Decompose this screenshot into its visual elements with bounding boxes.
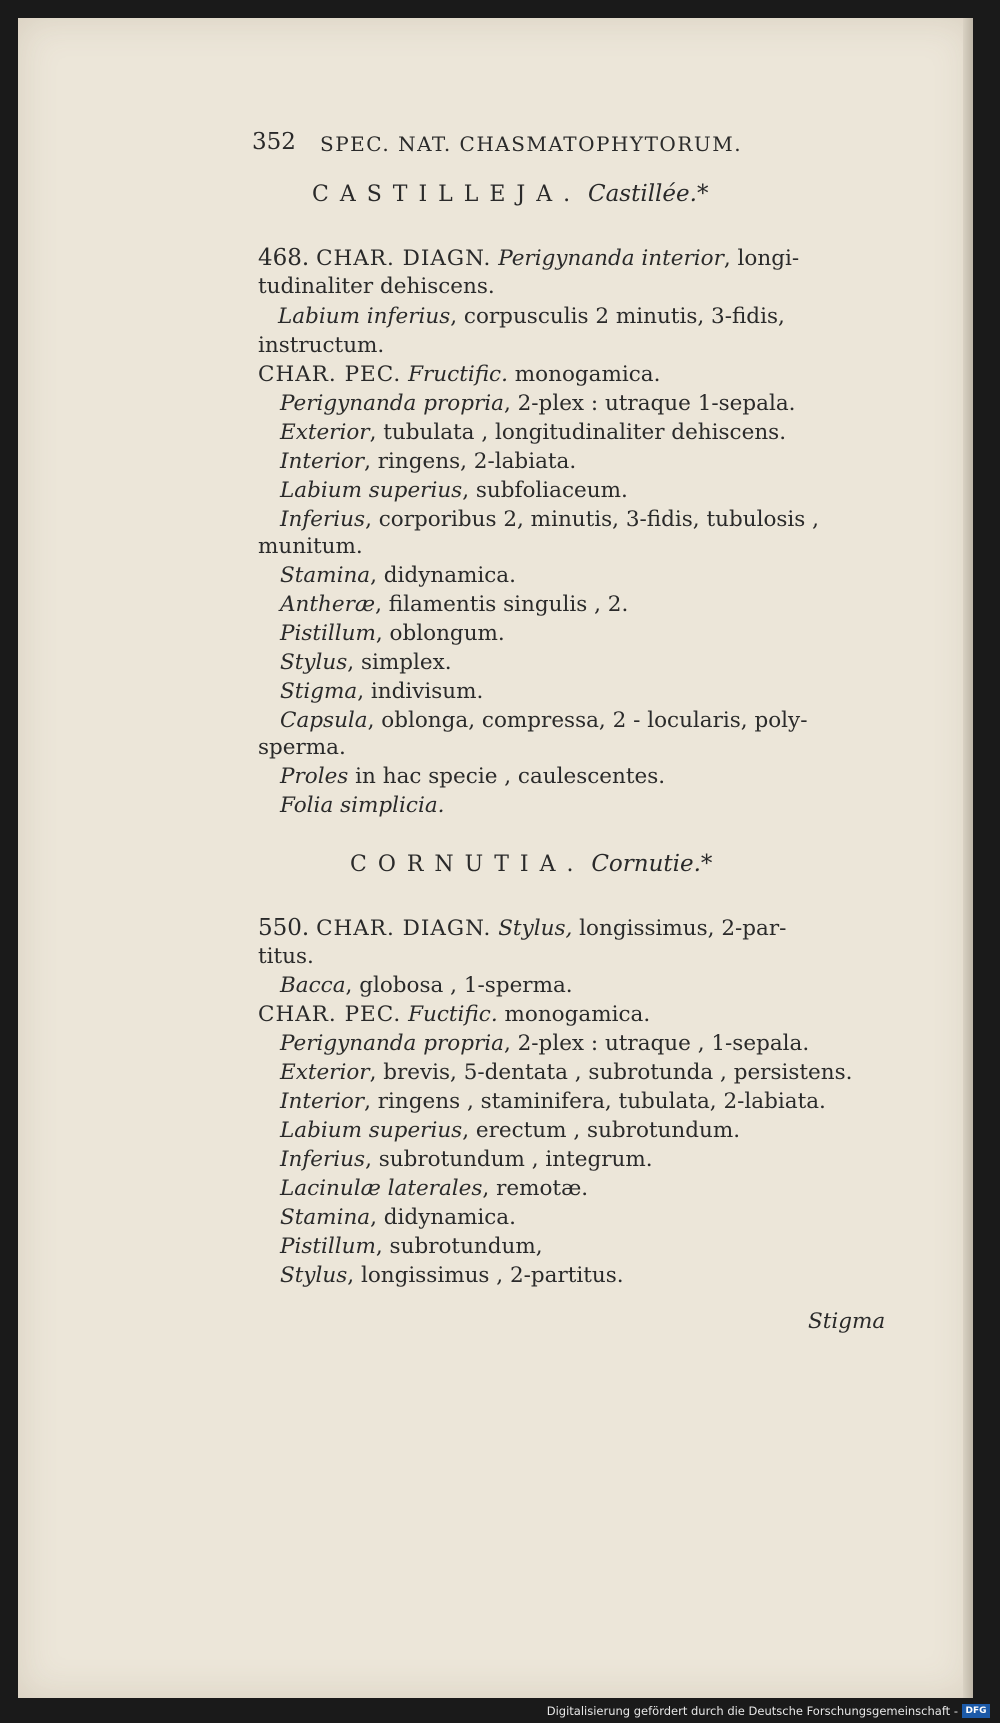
dfg-logo: DFG [962,1704,990,1718]
cornutia-row: Interior, ringens , staminifera, tubulata, 2-labiata. [280,1089,826,1114]
castilleja-row: Labium superius, subfoliaceum. [280,478,628,503]
castilleja-row: Antheræ, filamentis singulis , 2. [280,592,629,617]
castilleja-row-cont: sperma. [258,735,346,760]
genus-vernacular: Castillée.* [587,181,709,207]
cornutia-row: Labium superius, erectum , subrotundum. [280,1118,741,1143]
castilleja-row-cont: munitum. [258,534,363,559]
labium-line [278,303,785,331]
diagnosis-continuation: tudinaliter dehiscens. [258,274,495,299]
castilleja-row: Stamina, didynamica. [280,563,516,588]
genus-heading-cornutia [350,850,712,879]
bacca-line [280,972,573,1000]
diagnosis-text: , longi- [723,246,800,271]
castilleja-row: Inferius, corporibus 2, minutis, 3-fidis, tubulosis , [280,507,820,532]
diagnosis-term: Perigynanda interior [498,246,724,271]
cornutia-row: Stylus, longissimus , 2-partitus. [280,1263,624,1288]
page-content [18,18,973,1698]
genus-vernacular: Cornutie.* [591,851,713,877]
entry-number: 468. [258,245,310,271]
diagnosis-line [258,244,799,273]
running-title: SPEC. NAT. CHASMATOPHYTORUM. [320,132,743,156]
diagnosis-label: CHAR. DIAGN. [316,916,492,941]
diagnosis-continuation: titus. [258,944,314,969]
castilleja-row: Proles in hac specie , caulescentes. [280,764,666,789]
digitization-footer [0,1701,1000,1723]
entry-number: 550. [258,915,310,941]
diagnosis-text: longissimus, 2-par- [579,916,787,941]
page-number: 352 [252,129,296,155]
character-label: CHAR. PEC. [258,1002,402,1027]
bacca-term: Bacca [280,973,346,998]
labium-term: Labium inferius [278,304,451,329]
castilleja-row: Folia simplicia. [280,793,445,818]
character-text: monogamica. [514,362,661,387]
diagnosis-line [258,914,786,943]
cornutia-row: Lacinulæ laterales, remotæ. [280,1176,589,1201]
diagnosis-label: CHAR. DIAGN. [316,246,492,271]
castilleja-row: Capsula, oblonga, compressa, 2 - locularis, poly- [280,708,808,733]
character-line [258,361,660,389]
character-text: monogamica. [504,1002,651,1027]
cornutia-row: Exterior, brevis, 5-dentata , subrotunda , persistens. [280,1060,853,1085]
character-term: Fuctific. [408,1002,498,1027]
castilleja-row: Interior, ringens, 2-labiata. [280,449,577,474]
labium-text: , corpusculis 2 minutis, 3-fidis, [450,304,785,329]
genus-name: CORNUTIA. [350,852,585,877]
castilleja-row: Stylus, simplex. [280,650,452,675]
castilleja-row: Perigynanda propria, 2-plex : utraque 1-sepala. [280,391,796,416]
castilleja-row: Exterior, tubulata , longitudinaliter dehiscens. [280,420,787,445]
character-line [258,1001,650,1029]
cornutia-row: Pistillum, subrotundum, [280,1234,543,1259]
genus-heading-castilleja [312,180,708,209]
labium-continuation: instructum. [258,333,385,358]
cornutia-row: Perigynanda propria, 2-plex : utraque , 1-sepala. [280,1031,810,1056]
catchword: Stigma [808,1309,886,1334]
cornutia-row: Inferius, subrotundum , integrum. [280,1147,653,1172]
cornutia-row: Stamina, didynamica. [280,1205,516,1230]
genus-name: CASTILLEJA. [312,182,582,207]
character-label: CHAR. PEC. [258,362,402,387]
castilleja-row: Stigma, indivisum. [280,679,484,704]
funding-credit: Digitalisierung gefördert durch die Deutsche Forschungsgemeinschaft - [546,1704,958,1718]
bacca-text: , globosa , 1-sperma. [345,973,573,998]
castilleja-row: Pistillum, oblongum. [280,621,505,646]
character-term: Fructific. [408,362,508,387]
diagnosis-term: Stylus, [498,916,573,941]
